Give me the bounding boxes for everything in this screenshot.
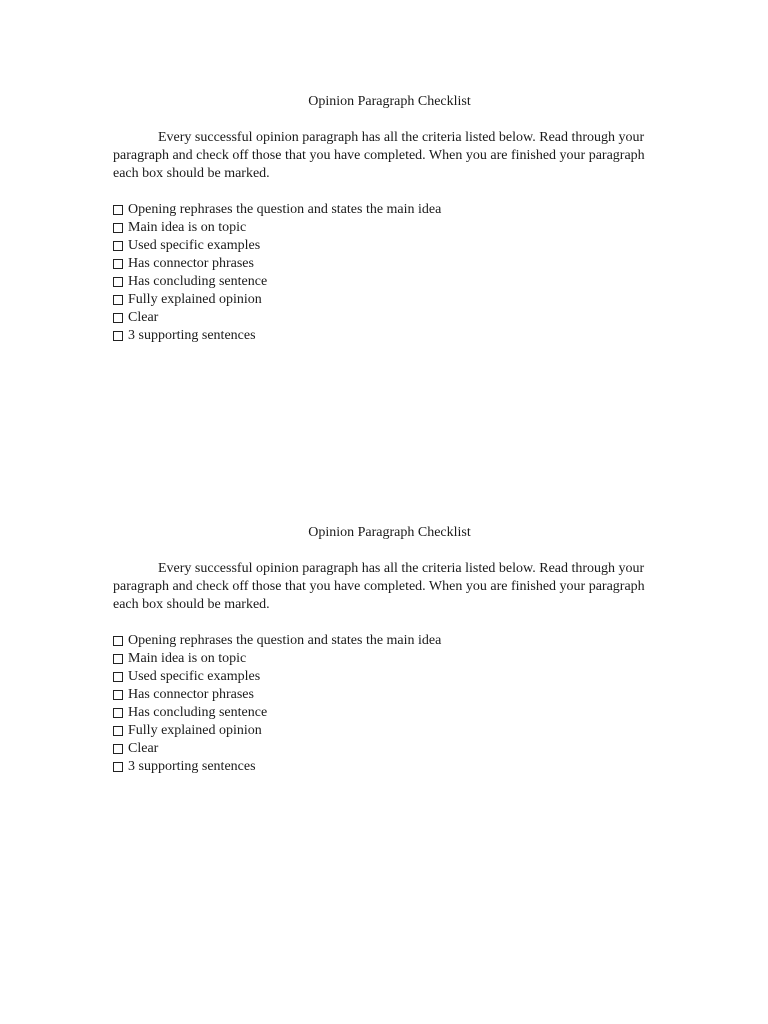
checkbox[interactable]	[113, 690, 123, 700]
checklist-item-label: Has connector phrases	[128, 687, 254, 702]
checklist-item-label: Fully explained opinion	[128, 723, 262, 738]
checklist-title: Opinion Paragraph Checklist	[308, 525, 471, 540]
checklist-item	[113, 686, 658, 704]
checklist-intro: Every successful opinion paragraph has all the criteria listed below. Read through your paragraph and check off those that you have completed. When you are finished your paragraph each box should be marked.	[113, 130, 645, 181]
checkbox[interactable]	[113, 708, 123, 718]
checklist-item	[113, 632, 658, 650]
checklist-item-label: Has connector phrases	[128, 256, 254, 271]
checklist-section	[113, 524, 658, 776]
checkbox[interactable]	[113, 259, 123, 269]
checkbox[interactable]	[113, 295, 123, 305]
checklist-item	[113, 309, 658, 327]
checklist-item	[113, 650, 658, 668]
checkbox[interactable]	[113, 331, 123, 341]
checkbox[interactable]	[113, 277, 123, 287]
checklist-item-label: Has concluding sentence	[128, 274, 268, 289]
checkbox[interactable]	[113, 223, 123, 233]
checklist-item-label: Clear	[128, 741, 159, 756]
checklist-item-label: 3 supporting sentences	[128, 328, 256, 343]
checkbox[interactable]	[113, 762, 123, 772]
checklist-item-label: Main idea is on topic	[128, 220, 247, 235]
checklist-item	[113, 327, 658, 345]
checklist-item-label: 3 supporting sentences	[128, 759, 256, 774]
checklist-title: Opinion Paragraph Checklist	[308, 94, 471, 109]
checklist-item-label: Opening rephrases the question and states the main idea	[128, 633, 442, 648]
checklist-intro: Every successful opinion paragraph has all the criteria listed below. Read through your paragraph and check off those that you have completed. When you are finished your paragraph each box should be marked.	[113, 561, 645, 612]
checkbox[interactable]	[113, 313, 123, 323]
checklist-item	[113, 255, 658, 273]
checkbox[interactable]	[113, 654, 123, 664]
checklist-item	[113, 722, 658, 740]
checkbox[interactable]	[113, 672, 123, 682]
checklist-item	[113, 704, 658, 722]
checklist-item	[113, 273, 658, 291]
checklist-item-label: Opening rephrases the question and states the main idea	[128, 202, 442, 217]
checkbox[interactable]	[113, 726, 123, 736]
checklist-item	[113, 237, 658, 255]
checkbox[interactable]	[113, 205, 123, 215]
checkbox[interactable]	[113, 241, 123, 251]
checklist-items	[113, 201, 658, 345]
checklist-item-label: Used specific examples	[128, 669, 261, 684]
checklist-item	[113, 668, 658, 686]
checklist-item-label: Main idea is on topic	[128, 651, 247, 666]
checklist-item-label: Has concluding sentence	[128, 705, 268, 720]
checklist-item	[113, 758, 658, 776]
checklist-items	[113, 632, 658, 776]
checklist-section	[113, 93, 658, 345]
checklist-item-label: Clear	[128, 310, 159, 325]
checklist-item	[113, 219, 658, 237]
checkbox[interactable]	[113, 636, 123, 646]
checklist-item	[113, 291, 658, 309]
checklist-item	[113, 740, 658, 758]
checklist-item	[113, 201, 658, 219]
checklist-item-label: Fully explained opinion	[128, 292, 262, 307]
checklist-item-label: Used specific examples	[128, 238, 261, 253]
checkbox[interactable]	[113, 744, 123, 754]
